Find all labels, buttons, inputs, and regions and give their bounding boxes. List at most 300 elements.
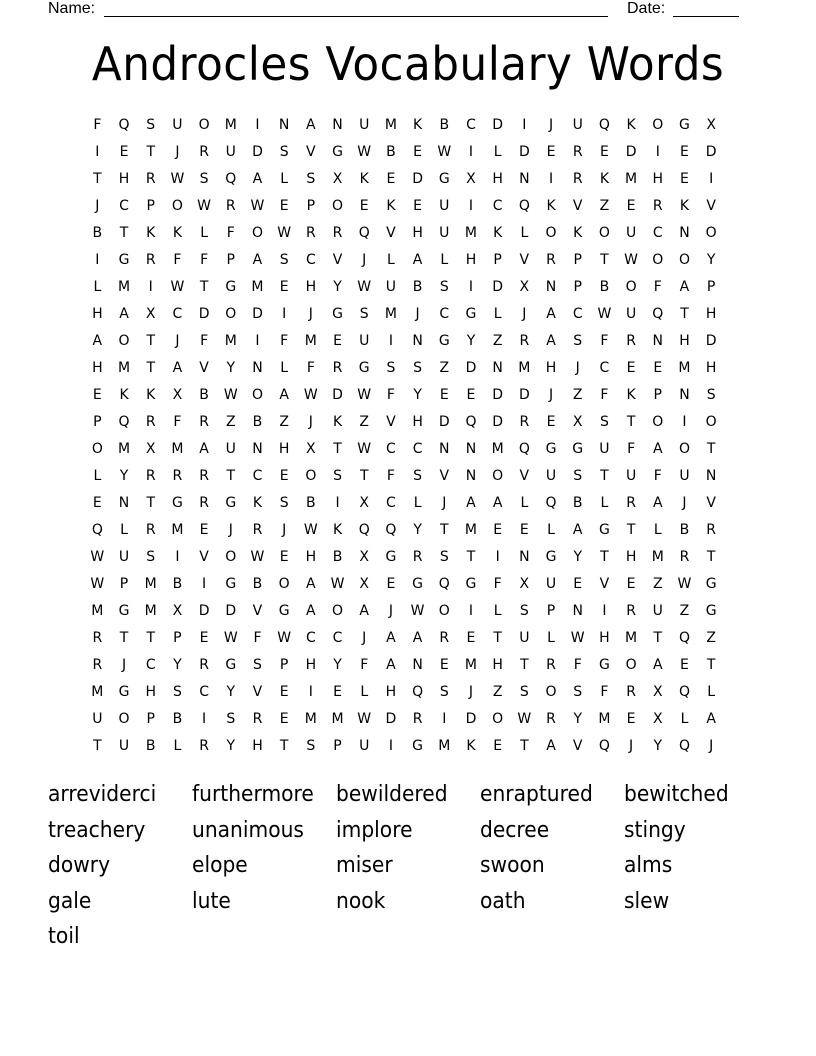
- grid-letter[interactable]: O: [705, 225, 717, 241]
- grid-letter[interactable]: P: [493, 252, 502, 268]
- grid-letter[interactable]: D: [438, 414, 450, 430]
- grid-letter[interactable]: R: [412, 711, 423, 727]
- grid-letter[interactable]: A: [306, 117, 316, 133]
- grid-letter[interactable]: I: [388, 738, 393, 754]
- grid-letter[interactable]: H: [705, 360, 717, 376]
- grid-letter[interactable]: M: [91, 603, 104, 619]
- grid-letter[interactable]: E: [626, 711, 636, 727]
- grid-letter[interactable]: V: [386, 225, 396, 241]
- grid-letter[interactable]: F: [200, 252, 209, 268]
- grid-letter[interactable]: E: [279, 198, 289, 214]
- grid-letter[interactable]: Q: [91, 522, 103, 538]
- grid-letter[interactable]: I: [255, 333, 260, 349]
- grid-letter[interactable]: Z: [706, 630, 716, 646]
- grid-letter[interactable]: A: [492, 495, 503, 511]
- grid-letter[interactable]: N: [439, 441, 450, 457]
- grid-letter[interactable]: D: [465, 360, 477, 376]
- grid-letter[interactable]: U: [625, 306, 637, 322]
- grid-letter[interactable]: U: [572, 117, 583, 133]
- grid-letter[interactable]: H: [305, 549, 317, 565]
- grid-letter[interactable]: M: [464, 225, 478, 241]
- grid-letter[interactable]: O: [545, 684, 557, 700]
- grid-letter[interactable]: S: [519, 603, 529, 619]
- grid-letter[interactable]: M: [438, 738, 451, 754]
- grid-letter[interactable]: A: [412, 252, 423, 268]
- grid-letter[interactable]: P: [333, 738, 342, 754]
- grid-letter[interactable]: E: [279, 684, 289, 700]
- grid-letter[interactable]: C: [199, 684, 209, 700]
- grid-letter[interactable]: B: [599, 279, 610, 295]
- grid-letter[interactable]: O: [492, 468, 504, 484]
- grid-letter[interactable]: K: [626, 117, 636, 133]
- grid-letter[interactable]: E: [626, 198, 636, 214]
- grid-letter[interactable]: Q: [358, 225, 370, 241]
- grid-letter[interactable]: F: [600, 387, 609, 403]
- grid-letter[interactable]: Z: [679, 603, 690, 619]
- grid-letter[interactable]: M: [651, 549, 664, 565]
- grid-letter[interactable]: T: [333, 441, 342, 457]
- grid-letter[interactable]: T: [146, 495, 155, 511]
- grid-letter[interactable]: A: [706, 711, 716, 727]
- grid-letter[interactable]: H: [705, 306, 717, 322]
- grid-letter[interactable]: G: [598, 522, 610, 538]
- grid-letter[interactable]: P: [706, 279, 716, 295]
- grid-letter[interactable]: H: [412, 414, 423, 430]
- grid-letter[interactable]: F: [200, 333, 209, 349]
- grid-letter[interactable]: I: [255, 117, 260, 133]
- grid-letter[interactable]: H: [305, 279, 317, 295]
- grid-letter[interactable]: K: [172, 225, 182, 241]
- grid-letter[interactable]: J: [95, 198, 100, 214]
- grid-letter[interactable]: R: [145, 468, 156, 484]
- grid-letter[interactable]: R: [225, 198, 236, 214]
- grid-letter[interactable]: V: [386, 414, 396, 430]
- grid-letter[interactable]: V: [572, 738, 583, 754]
- grid-letter[interactable]: H: [118, 171, 130, 187]
- grid-letter[interactable]: X: [172, 603, 183, 619]
- grid-letter[interactable]: X: [706, 117, 716, 133]
- grid-letter[interactable]: B: [439, 117, 450, 133]
- grid-letter[interactable]: M: [518, 360, 531, 376]
- grid-letter[interactable]: I: [202, 711, 207, 727]
- grid-letter[interactable]: L: [493, 306, 502, 322]
- date-field-blank[interactable]: [673, 0, 739, 17]
- grid-letter[interactable]: U: [359, 738, 370, 754]
- grid-letter[interactable]: T: [119, 225, 129, 241]
- grid-letter[interactable]: S: [253, 657, 262, 673]
- grid-letter[interactable]: G: [358, 360, 370, 376]
- grid-letter[interactable]: N: [252, 360, 263, 376]
- grid-letter[interactable]: Q: [598, 117, 610, 133]
- grid-letter[interactable]: A: [572, 522, 583, 538]
- grid-letter[interactable]: J: [629, 738, 634, 754]
- grid-letter[interactable]: D: [198, 306, 210, 322]
- grid-letter[interactable]: D: [252, 144, 263, 160]
- grid-letter[interactable]: R: [199, 144, 209, 160]
- grid-letter[interactable]: I: [335, 495, 340, 511]
- grid-letter[interactable]: O: [678, 441, 690, 457]
- grid-letter[interactable]: B: [306, 495, 316, 511]
- grid-letter[interactable]: X: [145, 441, 156, 457]
- grid-letter[interactable]: S: [573, 684, 583, 700]
- grid-letter[interactable]: U: [225, 144, 236, 160]
- grid-letter[interactable]: D: [518, 387, 530, 403]
- grid-letter[interactable]: T: [626, 414, 636, 430]
- grid-letter[interactable]: H: [465, 252, 477, 268]
- grid-letter[interactable]: E: [546, 414, 556, 430]
- grid-letter[interactable]: O: [625, 657, 637, 673]
- grid-letter[interactable]: N: [412, 333, 423, 349]
- grid-letter[interactable]: M: [91, 684, 104, 700]
- grid-letter[interactable]: J: [175, 144, 180, 160]
- grid-letter[interactable]: G: [225, 279, 237, 295]
- grid-letter[interactable]: D: [252, 306, 263, 322]
- grid-letter[interactable]: G: [598, 657, 610, 673]
- grid-letter[interactable]: H: [92, 306, 103, 322]
- grid-letter[interactable]: A: [546, 306, 556, 322]
- grid-letter[interactable]: R: [706, 522, 717, 538]
- grid-letter[interactable]: J: [682, 495, 687, 511]
- grid-letter[interactable]: R: [145, 522, 156, 538]
- grid-letter[interactable]: J: [575, 360, 580, 376]
- grid-letter[interactable]: S: [172, 684, 182, 700]
- grid-letter[interactable]: F: [653, 279, 662, 295]
- grid-letter[interactable]: F: [226, 225, 235, 241]
- grid-letter[interactable]: S: [599, 414, 609, 430]
- grid-letter[interactable]: W: [357, 441, 372, 457]
- grid-letter[interactable]: Q: [412, 684, 424, 700]
- grid-letter[interactable]: A: [386, 630, 396, 646]
- grid-letter[interactable]: H: [545, 360, 557, 376]
- grid-letter[interactable]: M: [171, 441, 184, 457]
- grid-letter[interactable]: Z: [652, 576, 663, 592]
- grid-letter[interactable]: L: [200, 225, 208, 241]
- grid-letter[interactable]: J: [468, 684, 474, 700]
- grid-letter[interactable]: E: [413, 144, 423, 160]
- grid-letter[interactable]: C: [386, 495, 396, 511]
- grid-letter[interactable]: I: [655, 144, 660, 160]
- grid-letter[interactable]: E: [546, 144, 556, 160]
- grid-letter[interactable]: I: [468, 603, 474, 619]
- grid-letter[interactable]: X: [466, 171, 476, 187]
- grid-letter[interactable]: R: [145, 252, 156, 268]
- grid-letter[interactable]: H: [492, 657, 503, 673]
- grid-letter[interactable]: F: [280, 333, 289, 349]
- grid-letter[interactable]: D: [492, 414, 504, 430]
- grid-letter[interactable]: O: [225, 306, 237, 322]
- grid-letter[interactable]: E: [333, 333, 342, 349]
- grid-letter[interactable]: C: [572, 306, 583, 322]
- grid-letter[interactable]: I: [495, 549, 500, 565]
- grid-letter[interactable]: W: [90, 549, 105, 565]
- grid-letter[interactable]: M: [144, 576, 157, 592]
- grid-letter[interactable]: O: [438, 603, 450, 619]
- grid-letter[interactable]: V: [599, 576, 610, 592]
- grid-letter[interactable]: Y: [413, 387, 422, 403]
- grid-letter[interactable]: O: [652, 117, 664, 133]
- grid-letter[interactable]: E: [573, 576, 583, 592]
- grid-letter[interactable]: M: [491, 441, 504, 457]
- grid-letter[interactable]: F: [386, 387, 395, 403]
- grid-letter[interactable]: W: [357, 387, 372, 403]
- grid-letter[interactable]: L: [120, 522, 128, 538]
- grid-letter[interactable]: S: [439, 549, 449, 565]
- grid-letter[interactable]: N: [278, 117, 290, 133]
- grid-letter[interactable]: U: [625, 225, 637, 241]
- grid-letter[interactable]: W: [517, 711, 532, 727]
- grid-letter[interactable]: R: [412, 549, 423, 565]
- grid-letter[interactable]: E: [466, 630, 476, 646]
- grid-letter[interactable]: M: [304, 711, 317, 727]
- grid-letter[interactable]: D: [625, 144, 637, 160]
- grid-letter[interactable]: V: [706, 495, 716, 511]
- grid-letter[interactable]: V: [519, 252, 530, 268]
- grid-letter[interactable]: R: [252, 711, 263, 727]
- grid-letter[interactable]: D: [492, 279, 504, 295]
- grid-letter[interactable]: G: [278, 603, 290, 619]
- grid-letter[interactable]: A: [546, 738, 556, 754]
- grid-letter[interactable]: J: [228, 522, 233, 538]
- grid-letter[interactable]: O: [705, 414, 717, 430]
- grid-letter[interactable]: Z: [279, 414, 289, 430]
- grid-letter[interactable]: R: [546, 711, 556, 727]
- grid-letter[interactable]: N: [545, 279, 557, 295]
- grid-letter[interactable]: O: [118, 333, 130, 349]
- grid-letter[interactable]: S: [573, 333, 583, 349]
- grid-letter[interactable]: A: [359, 603, 369, 619]
- grid-letter[interactable]: M: [678, 360, 691, 376]
- grid-letter[interactable]: U: [359, 117, 370, 133]
- grid-letter[interactable]: U: [225, 441, 236, 457]
- grid-letter[interactable]: L: [493, 144, 502, 160]
- grid-letter[interactable]: I: [548, 171, 554, 187]
- grid-letter[interactable]: J: [522, 306, 527, 322]
- grid-letter[interactable]: R: [546, 252, 556, 268]
- grid-letter[interactable]: C: [332, 630, 343, 646]
- grid-letter[interactable]: O: [652, 252, 664, 268]
- grid-letter[interactable]: G: [332, 306, 343, 322]
- grid-letter[interactable]: L: [280, 171, 289, 187]
- grid-letter[interactable]: R: [332, 360, 343, 376]
- grid-letter[interactable]: V: [252, 603, 263, 619]
- grid-letter[interactable]: E: [92, 387, 102, 403]
- grid-letter[interactable]: O: [598, 225, 610, 241]
- grid-letter[interactable]: W: [597, 306, 612, 322]
- grid-letter[interactable]: U: [118, 738, 130, 754]
- grid-letter[interactable]: T: [146, 144, 155, 160]
- grid-letter[interactable]: Q: [545, 495, 557, 511]
- grid-letter[interactable]: B: [172, 576, 183, 592]
- grid-letter[interactable]: M: [117, 360, 131, 376]
- grid-letter[interactable]: J: [175, 333, 180, 349]
- grid-letter[interactable]: K: [573, 225, 583, 241]
- grid-letter[interactable]: T: [600, 549, 609, 565]
- grid-letter[interactable]: W: [223, 630, 238, 646]
- grid-letter[interactable]: W: [330, 576, 345, 592]
- grid-letter[interactable]: R: [332, 225, 343, 241]
- grid-letter[interactable]: E: [92, 495, 102, 511]
- grid-letter[interactable]: Q: [652, 306, 664, 322]
- grid-letter[interactable]: U: [545, 576, 557, 592]
- grid-letter[interactable]: C: [252, 468, 263, 484]
- grid-letter[interactable]: S: [439, 684, 449, 700]
- grid-letter[interactable]: R: [546, 657, 556, 673]
- grid-letter[interactable]: R: [199, 657, 209, 673]
- grid-letter[interactable]: A: [652, 495, 663, 511]
- grid-letter[interactable]: E: [653, 360, 663, 376]
- grid-letter[interactable]: J: [388, 603, 393, 619]
- grid-letter[interactable]: O: [678, 252, 690, 268]
- grid-letter[interactable]: W: [223, 387, 238, 403]
- grid-letter[interactable]: M: [384, 306, 397, 322]
- grid-letter[interactable]: N: [705, 468, 717, 484]
- grid-letter[interactable]: R: [626, 603, 636, 619]
- grid-letter[interactable]: K: [546, 198, 556, 214]
- grid-letter[interactable]: I: [709, 171, 714, 187]
- grid-letter[interactable]: A: [172, 360, 183, 376]
- grid-letter[interactable]: L: [360, 684, 369, 700]
- grid-letter[interactable]: G: [225, 657, 237, 673]
- grid-letter[interactable]: O: [545, 225, 557, 241]
- grid-letter[interactable]: V: [252, 684, 263, 700]
- grid-letter[interactable]: Z: [492, 333, 503, 349]
- grid-letter[interactable]: Q: [518, 441, 530, 457]
- grid-letter[interactable]: X: [519, 576, 530, 592]
- grid-letter[interactable]: O: [198, 117, 210, 133]
- grid-letter[interactable]: S: [279, 495, 289, 511]
- grid-letter[interactable]: U: [519, 630, 530, 646]
- grid-letter[interactable]: Y: [226, 360, 236, 376]
- grid-letter[interactable]: O: [332, 603, 344, 619]
- grid-letter[interactable]: R: [572, 144, 583, 160]
- grid-letter[interactable]: W: [197, 198, 212, 214]
- grid-letter[interactable]: F: [600, 684, 609, 700]
- grid-letter[interactable]: L: [680, 711, 689, 727]
- grid-letter[interactable]: S: [146, 117, 156, 133]
- grid-letter[interactable]: P: [653, 387, 662, 403]
- grid-letter[interactable]: Y: [333, 657, 342, 673]
- grid-letter[interactable]: T: [146, 630, 155, 646]
- grid-letter[interactable]: Q: [678, 738, 690, 754]
- grid-letter[interactable]: R: [199, 738, 209, 754]
- grid-letter[interactable]: V: [706, 198, 716, 214]
- grid-letter[interactable]: P: [146, 711, 155, 727]
- grid-letter[interactable]: Y: [119, 468, 129, 484]
- grid-letter[interactable]: I: [682, 414, 687, 430]
- grid-letter[interactable]: T: [653, 630, 663, 646]
- grid-letter[interactable]: I: [602, 603, 607, 619]
- grid-letter[interactable]: Q: [438, 576, 450, 592]
- grid-letter[interactable]: B: [172, 711, 183, 727]
- grid-letter[interactable]: H: [385, 684, 397, 700]
- grid-letter[interactable]: G: [171, 495, 183, 511]
- grid-letter[interactable]: J: [442, 495, 447, 511]
- grid-letter[interactable]: T: [146, 333, 155, 349]
- grid-letter[interactable]: Y: [226, 684, 236, 700]
- grid-letter[interactable]: G: [225, 576, 237, 592]
- grid-letter[interactable]: T: [520, 738, 529, 754]
- grid-letter[interactable]: V: [519, 468, 530, 484]
- grid-letter[interactable]: A: [92, 333, 103, 349]
- grid-letter[interactable]: X: [652, 684, 663, 700]
- grid-letter[interactable]: F: [253, 630, 262, 646]
- grid-letter[interactable]: X: [652, 711, 663, 727]
- grid-letter[interactable]: S: [306, 738, 316, 754]
- grid-letter[interactable]: W: [277, 630, 292, 646]
- grid-letter[interactable]: Y: [573, 711, 582, 727]
- grid-letter[interactable]: K: [386, 198, 396, 214]
- grid-letter[interactable]: M: [224, 333, 237, 349]
- grid-letter[interactable]: R: [92, 630, 103, 646]
- grid-letter[interactable]: N: [492, 360, 503, 376]
- grid-letter[interactable]: I: [175, 549, 180, 565]
- grid-letter[interactable]: H: [278, 441, 290, 457]
- grid-letter[interactable]: R: [252, 522, 263, 538]
- grid-letter[interactable]: M: [464, 522, 478, 538]
- grid-letter[interactable]: A: [546, 333, 556, 349]
- grid-letter[interactable]: C: [145, 657, 156, 673]
- grid-letter[interactable]: B: [332, 549, 343, 565]
- grid-letter[interactable]: O: [332, 198, 344, 214]
- grid-letter[interactable]: V: [572, 198, 583, 214]
- grid-letter[interactable]: U: [545, 468, 557, 484]
- grid-letter[interactable]: W: [357, 279, 372, 295]
- grid-letter[interactable]: A: [252, 252, 263, 268]
- grid-letter[interactable]: F: [493, 576, 502, 592]
- grid-letter[interactable]: Y: [653, 738, 663, 754]
- grid-letter[interactable]: C: [492, 198, 503, 214]
- grid-letter[interactable]: X: [172, 387, 183, 403]
- grid-letter[interactable]: U: [359, 333, 370, 349]
- grid-letter[interactable]: Q: [118, 117, 130, 133]
- grid-letter[interactable]: D: [518, 144, 530, 160]
- grid-letter[interactable]: Q: [118, 414, 130, 430]
- grid-letter[interactable]: K: [252, 495, 263, 511]
- grid-letter[interactable]: D: [412, 171, 423, 187]
- grid-letter[interactable]: K: [679, 198, 690, 214]
- grid-letter[interactable]: W: [277, 225, 292, 241]
- grid-letter[interactable]: K: [626, 387, 636, 403]
- grid-letter[interactable]: N: [679, 225, 690, 241]
- grid-letter[interactable]: K: [332, 522, 343, 538]
- grid-letter[interactable]: N: [332, 117, 343, 133]
- grid-letter[interactable]: Q: [358, 522, 370, 538]
- grid-letter[interactable]: R: [626, 684, 636, 700]
- grid-letter[interactable]: E: [626, 576, 636, 592]
- grid-letter[interactable]: L: [93, 279, 102, 295]
- grid-letter[interactable]: E: [279, 279, 289, 295]
- grid-letter[interactable]: G: [225, 495, 237, 511]
- grid-letter[interactable]: N: [118, 495, 130, 511]
- grid-letter[interactable]: R: [199, 468, 209, 484]
- grid-letter[interactable]: T: [93, 738, 102, 754]
- grid-letter[interactable]: N: [465, 468, 477, 484]
- grid-letter[interactable]: G: [545, 549, 557, 565]
- grid-letter[interactable]: P: [546, 603, 556, 619]
- grid-letter[interactable]: Q: [678, 684, 690, 700]
- grid-letter[interactable]: F: [93, 117, 102, 133]
- grid-letter[interactable]: F: [386, 468, 395, 484]
- grid-letter[interactable]: M: [384, 117, 397, 133]
- grid-letter[interactable]: N: [572, 603, 583, 619]
- grid-letter[interactable]: W: [170, 171, 185, 187]
- grid-letter[interactable]: F: [173, 414, 182, 430]
- grid-letter[interactable]: P: [573, 279, 582, 295]
- grid-letter[interactable]: B: [145, 738, 156, 754]
- grid-letter[interactable]: Y: [706, 252, 716, 268]
- grid-letter[interactable]: H: [252, 738, 263, 754]
- grid-letter[interactable]: R: [652, 198, 663, 214]
